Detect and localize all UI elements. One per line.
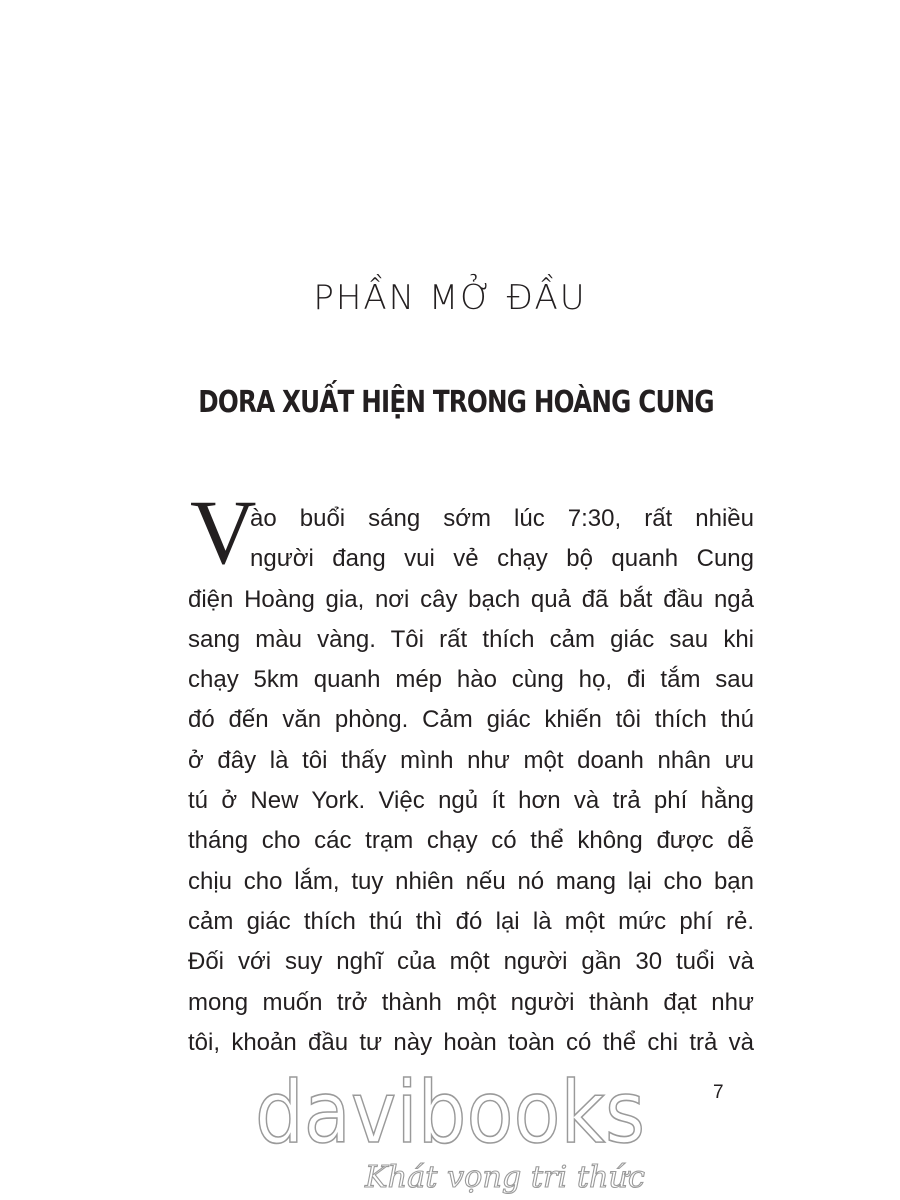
- drop-cap: V: [190, 481, 257, 583]
- chapter-title: DORA XUẤT HIỆN TRONG HOÀNG CUNG: [198, 385, 714, 420]
- body-line: chạy 5km quanh mép hào cùng họ, đi tắm sau: [188, 666, 754, 694]
- page-header: PHẦN MỞ ĐẦU: [313, 278, 587, 318]
- body-line: chịu cho lắm, tuy nhiên nếu nó mang lại cho bạn: [188, 867, 754, 895]
- body-line: người đang vui vẻ chạy bộ quanh Cung: [250, 545, 754, 573]
- page-number: 7: [713, 1082, 724, 1103]
- body-line: cảm giác thích thú thì đó lại là một mức phí rẻ.: [188, 907, 754, 935]
- watermark-tagline: Khát vọng tri thức: [363, 1160, 646, 1195]
- body-line: ở đây là tôi thấy mình như một doanh nhân ưu: [188, 746, 754, 774]
- body-line: mong muốn trở thành một người thành đạt như: [188, 988, 754, 1016]
- body-line: đó đến văn phòng. Cảm giác khiến tôi thích thú: [188, 706, 754, 734]
- watermark-brand: davibooks: [255, 1063, 645, 1163]
- body-line: tôi, khoản đầu tư này hoàn toàn có thể chi trả và: [188, 1028, 754, 1056]
- body-line: Đối với suy nghĩ của một người gần 30 tuổi và: [188, 948, 754, 976]
- body-text: [188, 499, 754, 1063]
- body-line: tháng cho các trạm chạy có thể không được dễ: [188, 827, 754, 855]
- body-line: điện Hoàng gia, nơi cây bạch quả đã bắt đầu ngả: [188, 585, 754, 613]
- body-line: sang màu vàng. Tôi rất thích cảm giác sau khi: [188, 625, 754, 653]
- body-line: ào buổi sáng sớm lúc 7:30, rất nhiều: [250, 505, 754, 532]
- body-line: tú ở New York. Việc ngủ ít hơn và trả phí hằng: [188, 787, 754, 815]
- davibooks-watermark: [250, 1060, 670, 1200]
